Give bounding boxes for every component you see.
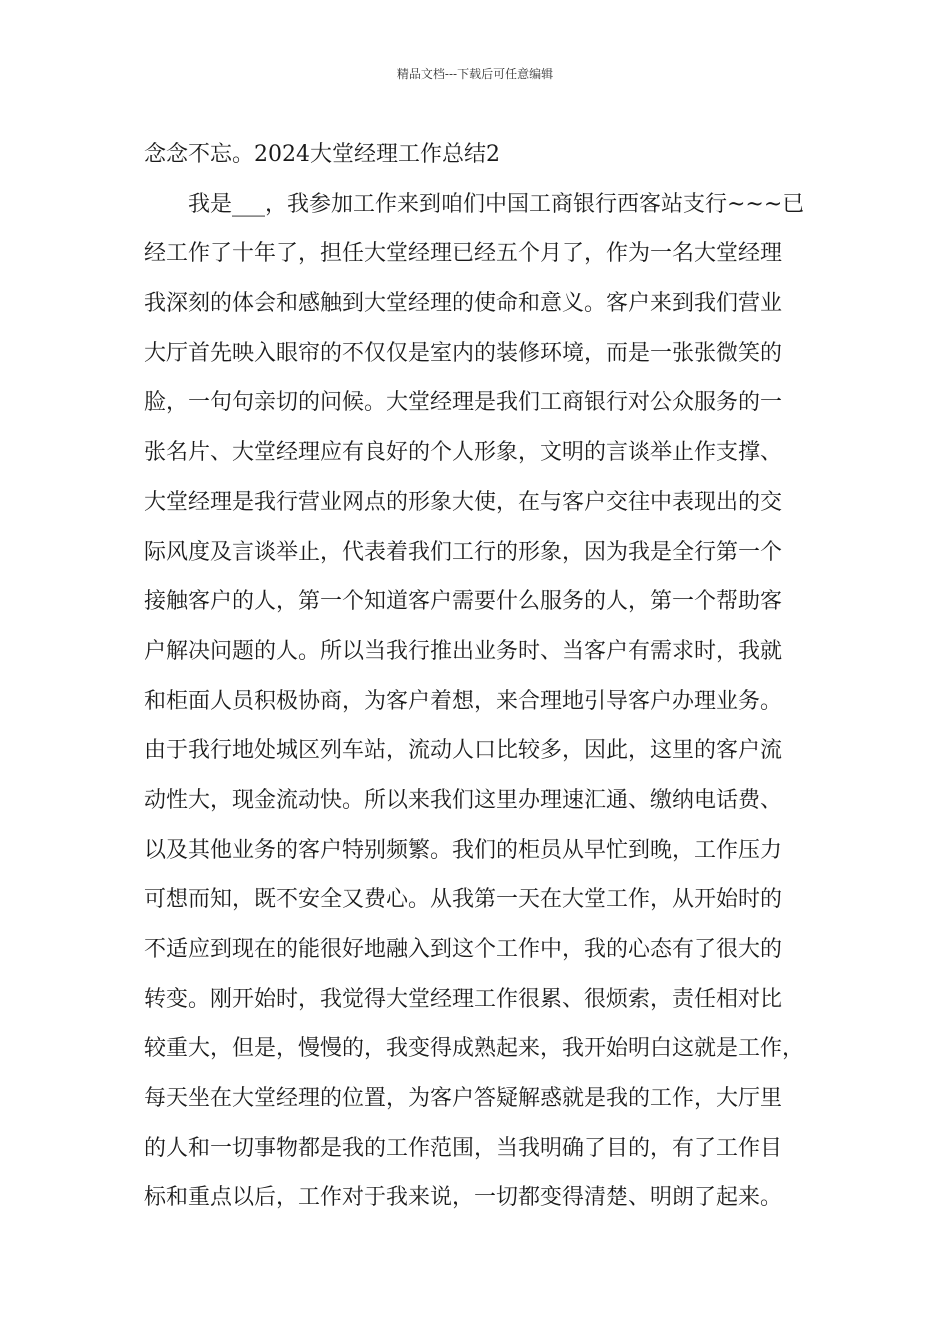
text-line: 由于我行地处城区列车站，流动人口比较多，因此，这里的客户流 (144, 738, 783, 764)
text-line: 标和重点以后，工作对于我来说，一切都变得清楚、明朗了起来。 (144, 1185, 783, 1211)
text-line: 以及其他业务的客户特别频繁。我们的柜员从早忙到晚，工作压力 (144, 837, 783, 863)
text-line: 较重大，但是，慢慢的，我变得成熟起来，我开始明白这就是工作， (144, 1036, 805, 1062)
text-line: 的人和一切事物都是我的工作范围，当我明确了目的，有了工作目 (144, 1135, 783, 1161)
text-line: 可想而知，既不安全又费心。从我第一天在大堂工作，从开始时的 (144, 887, 783, 913)
text-line: 大堂经理是我行营业网点的形象大使，在与客户交往中表现出的交 (144, 489, 783, 515)
text-line: 经工作了十年了，担任大堂经理已经五个月了，作为一名大堂经理 (144, 241, 783, 267)
text-line: 脸，一句句亲切的问候。大堂经理是我们工商银行对公众服务的一 (144, 390, 783, 416)
text-line: 我是___，我参加工作来到咱们中国工商银行西客站支行~~~已 (188, 191, 805, 217)
text-line: 户解决问题的人。所以当我行推出业务时、当客户有需求时，我就 (144, 638, 783, 664)
document-body (144, 130, 830, 1223)
text-line: 际风度及言谈举止，代表着我们工行的形象，因为我是全行第一个 (144, 539, 783, 565)
text-line: 不适应到现在的能很好地融入到这个工作中，我的心态有了很大的 (144, 937, 783, 962)
text-line: 每天坐在大堂经理的位置，为客户答疑解惑就是我的工作，大厅里 (144, 1086, 783, 1112)
text-line: 动性大，现金流动快。所以来我们这里办理速汇通、缴纳电话费、 (144, 787, 783, 813)
text-line: 和柜面人员积极协商，为客户着想，来合理地引导客户办理业务。 (144, 688, 783, 714)
text-line: 我深刻的体会和感触到大堂经理的使命和意义。客户来到我们营业 (144, 291, 783, 317)
text-line: 接触客户的人，第一个知道客户需要什么服务的人，第一个帮助客 (144, 589, 783, 615)
text-line: 念念不忘。2024大堂经理工作总结2 (144, 142, 500, 167)
page-header: 精品文档---下载后可任意编辑 (396, 67, 554, 81)
text-line: 张名片、大堂经理应有良好的个人形象，文明的言谈举止作支撑、 (144, 440, 783, 466)
text-line: 大厅首先映入眼帘的不仅仅是室内的装修环境，而是一张张微笑的 (144, 340, 783, 366)
text-line: 转变。刚开始时，我觉得大堂经理工作很累、很烦索，责任相对比 (144, 986, 783, 1012)
